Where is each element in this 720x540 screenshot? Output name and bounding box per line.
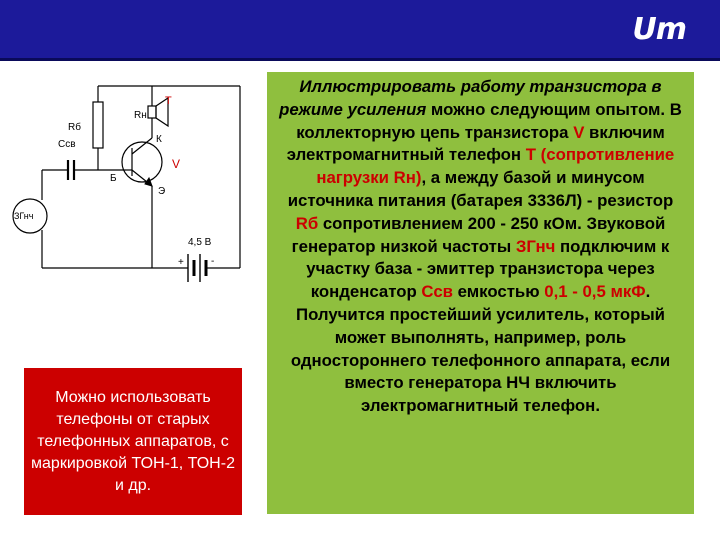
description-text bbox=[279, 77, 682, 415]
label-base: Б bbox=[110, 173, 117, 184]
description-part: , а между базой и минусом источника питания (батарея 3336Л) - резистор bbox=[287, 168, 674, 210]
note-box bbox=[24, 368, 242, 515]
description-part: Т bbox=[525, 145, 536, 165]
label-telephone: Т bbox=[165, 95, 172, 107]
label-capacitor: Ссв bbox=[58, 139, 76, 150]
description-part: включим электромагнитный телефон bbox=[286, 122, 665, 165]
description-panel bbox=[267, 72, 694, 514]
label-base-resistor: Rб bbox=[68, 122, 81, 133]
description-part: Rб bbox=[295, 213, 319, 233]
circuit-diagram bbox=[0, 70, 260, 300]
description-part: подключим к участку база - эмиттер транзистора через конденсатор bbox=[306, 236, 670, 302]
base-resistor bbox=[93, 102, 103, 148]
title-bar bbox=[0, 0, 720, 58]
description-part: сопротивлением 200 - 250 кОм. Звуковой генератор низкой частоты bbox=[291, 213, 666, 256]
description-part: можно следующим опытом. В коллекторную цепь транзистора bbox=[296, 99, 682, 142]
label-battery: 4,5 В bbox=[188, 237, 212, 248]
logo: Um bbox=[632, 12, 686, 47]
description-part: V bbox=[573, 122, 585, 142]
label-transistor: V bbox=[172, 157, 181, 171]
telephone-symbol bbox=[148, 106, 156, 118]
label-minus: - bbox=[211, 256, 215, 267]
description-part: . Получится простейший усилитель, который может выполнять, например, роль одностороннего телефонного аппарата, если вместо генератора НЧ включить электромагнитный телефон. bbox=[290, 282, 671, 416]
title-bar-divider bbox=[0, 58, 720, 61]
description-part: Ссв bbox=[421, 282, 453, 302]
label-emitter: Э bbox=[158, 186, 166, 197]
note-text: Можно использовать телефоны от старых телефонных аппаратов, с маркировкой ТОН-1, ТОН-2 и др. bbox=[31, 388, 235, 494]
label-plus: + bbox=[178, 257, 184, 268]
transistor-symbol bbox=[122, 142, 162, 182]
description-part: (сопротивление нагрузки Rн) bbox=[316, 145, 675, 188]
description-part: емкостью bbox=[452, 282, 545, 302]
description-part: 0,1 - 0,5 мкФ bbox=[544, 282, 646, 302]
label-generator: ЗГнч bbox=[14, 211, 34, 221]
description-part: ЗГнч bbox=[515, 236, 556, 256]
label-load-resistor: Rн bbox=[134, 110, 147, 121]
emitter-arrow bbox=[145, 178, 152, 186]
description-part: Иллюстрировать работу транзистора в режиме усиления bbox=[279, 77, 662, 119]
label-collector: К bbox=[156, 134, 162, 145]
